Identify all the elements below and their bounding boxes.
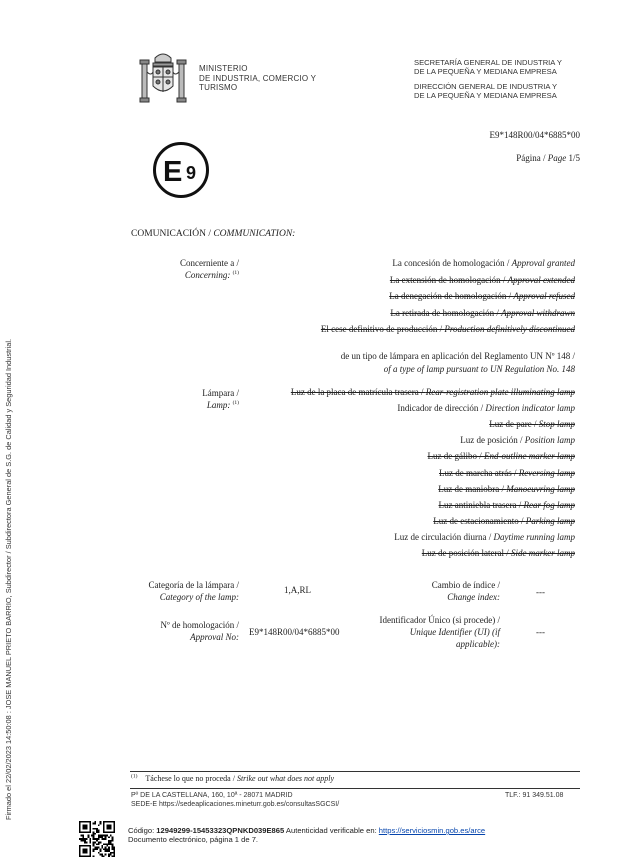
- secretariat-name: SECRETARÍA GENERAL DE INDUSTRIA Y DE LA PEQUEÑA Y MEDIANA EMPRESA: [414, 58, 562, 76]
- footnote-divider: [130, 771, 580, 772]
- approval-no-label: Nº de homologación / Approval No:: [160, 620, 239, 642]
- change-index-label: Cambio de índice / Change index:: [431, 580, 500, 602]
- electronic-signature-note: Firmado el 22/02/2023 14:50:08 : JOSE MANUEL PRIETO BARRIO, Subdirector / Subdirectora General de S.G. de Calidad y Seguridad Industrial.: [4, 338, 13, 820]
- concerning-option: La denegación de homologación / Approval refused: [389, 291, 575, 302]
- lamp-option: Luz de posición lateral / Side marker lamp: [421, 548, 575, 558]
- regulation-line-es: de un tipo de lámpara en aplicación del Reglamento UN Nº 148 /: [340, 351, 575, 361]
- change-index-value: ---: [536, 587, 545, 597]
- lamp-option: Luz de pare / Stop lamp: [489, 419, 575, 430]
- category-value: 1,A,RL: [284, 585, 311, 595]
- lamp-option: Luz de circulación diurna / Daytime running lamp: [394, 531, 575, 542]
- regulation-line-en: of a type of lamp pursuant to UN Regulation No. 148: [383, 364, 575, 374]
- document-page-note: Documento electrónico, página 1 de 7.: [128, 835, 259, 844]
- footer-divider: [130, 788, 580, 789]
- lamp-label: Lámpara / Lamp: $^{(1)}$: [202, 388, 239, 410]
- page-indicator: Página / Page 1/5: [516, 153, 580, 163]
- concerning-option: La concesión de homologación / Approval granted: [392, 258, 575, 268]
- ministry-name: MINISTERIO DE INDUSTRIA, COMERCIO Y TURISMO: [199, 64, 317, 92]
- spain-coat-of-arms-logo: [137, 50, 189, 106]
- lamp-option: Luz antiniebla trasera / Rear fog lamp: [438, 499, 575, 510]
- category-label: Categoría de la lámpara / Category of the lamp:: [148, 580, 239, 602]
- lamp-option: Indicador de dirección / Direction indicator lamp: [397, 403, 575, 414]
- e-mark-logo: [152, 141, 210, 199]
- qr-code: [79, 821, 115, 857]
- e-mark-letter: E: [163, 156, 183, 188]
- verification-code: 12949299-15453323QPNKD039E865: [156, 826, 285, 835]
- approval-number-header: E9*148R00/04*6885*00: [489, 130, 580, 140]
- lamp-option: Luz de la placa de matrícula trasera / Rear-registration plate illuminating lamp: [290, 387, 575, 397]
- lamp-option: Luz de maniobra / Manoeuvring lamp: [438, 483, 575, 494]
- verification-link[interactable]: https://serviciosmin.gob.es/arce: [378, 826, 486, 835]
- concerning-option: La retirada de homologación / Approval withdrawn: [390, 307, 575, 318]
- footer-phone: TLF.: 91 349.51.08: [505, 792, 564, 799]
- unique-id-label: Identificador Único (si procede) / Unique Identifier (UI) (if applicable):: [379, 615, 500, 649]
- footer-sede-url[interactable]: SEDE-E https://sedeaplicaciones.mineturr.gob.es/consultasSGCSI/: [131, 801, 340, 808]
- communication-heading: COMUNICACIÓN / COMMUNICATION:: [131, 229, 296, 239]
- lamp-option: Luz de gálibo / End-outline marker lamp: [427, 451, 575, 462]
- directorate-name: DIRECCIÓN GENERAL DE INDUSTRIA Y DE LA PEQUEÑA Y MEDIANA EMPRESA: [414, 82, 558, 100]
- verification-line: Código: 12949299-15453323QPNKD039E865 Autenticidad verificable en: https://serviciosmin.gob.es/arce: [128, 826, 486, 835]
- footer-address: Pº DE LA CASTELLANA, 160, 10ª - 28071 MADRID: [131, 792, 293, 799]
- concerning-option: El cese definitivo de producción / Production definitively discontinued: [320, 324, 575, 335]
- lamp-option: Luz de posición / Position lamp: [460, 435, 575, 446]
- concerning-option: La extensión de homologación / Approval extended: [389, 274, 575, 285]
- unique-id-value: ---: [536, 627, 545, 637]
- lamp-option: Luz de estacionamiento / Parking lamp: [433, 515, 575, 526]
- concerning-label: Concerniente a / Concerning: $^{(1)}$: [180, 258, 239, 280]
- lamp-option: Luz de marcha atrás / Reversing lamp: [439, 467, 575, 478]
- footnote: $^{(1)}$ Táchese lo que no proceda / Strike out what does not apply: [131, 773, 335, 783]
- approval-no-value: E9*148R00/04*6885*00: [249, 627, 340, 637]
- e-mark-number: 9: [186, 163, 197, 183]
